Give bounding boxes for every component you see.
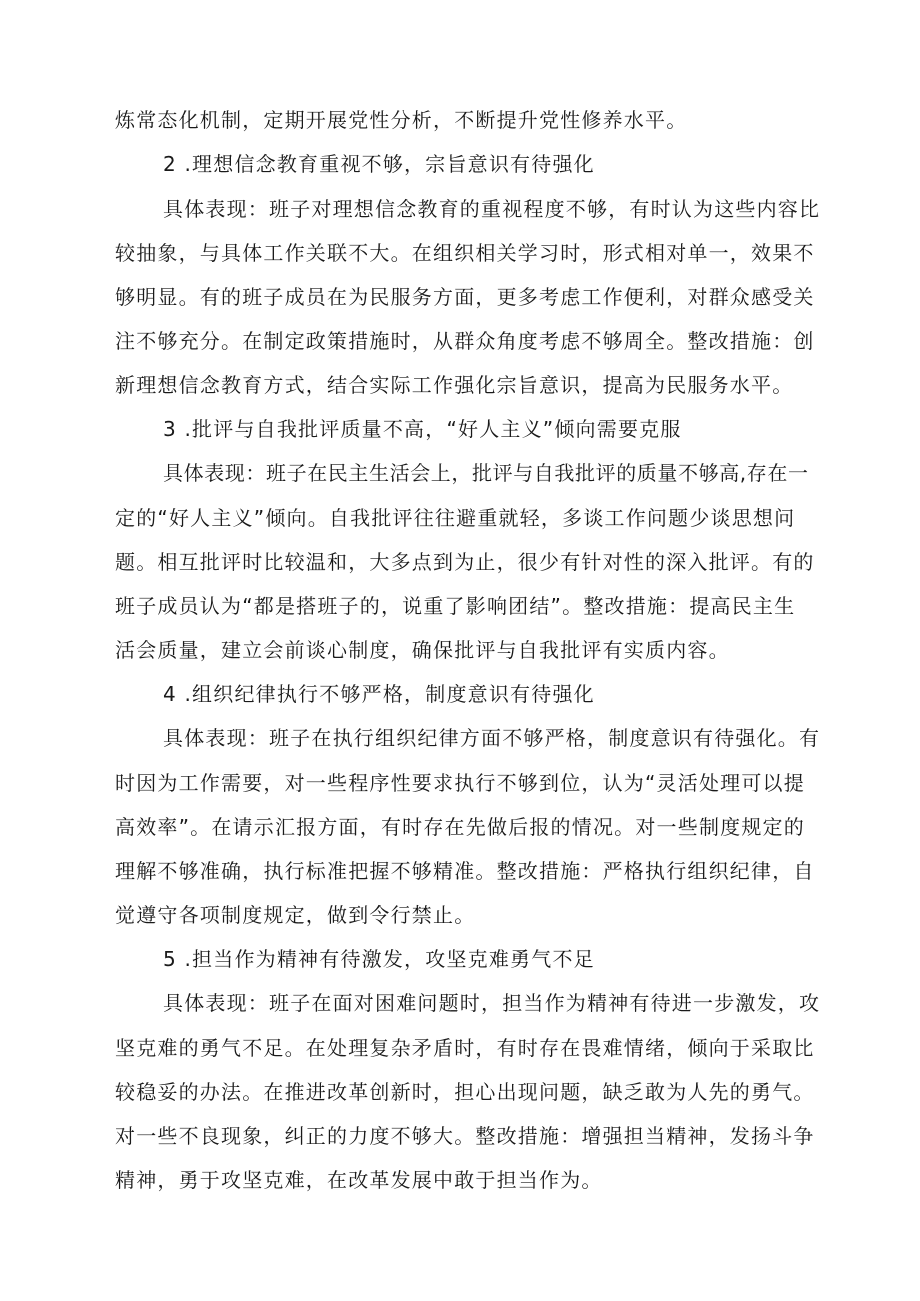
body-line: 够明显。有的班子成员在为民服务方面，更多考虑工作便利，对群众感受关: [115, 285, 815, 309]
body-line: 题。相互批评时比较温和，大多点到为止，很少有针对性的深入批评。有的: [115, 550, 815, 574]
body-line: 坚克难的勇气不足。在处理复杂矛盾时，有时存在畏难情绪，倾向于采取比: [115, 1036, 815, 1060]
body-line: 时因为工作需要，对一些程序性要求执行不够到位，认为“灵活处理可以提: [115, 771, 805, 795]
body-line: 理解不够准确，执行标准把握不够精准。整改措施：严格执行组织纪律，自: [115, 859, 815, 883]
body-line: 较抽象，与具体工作关联不大。在组织相关学习时，形式相对单一，效果不: [115, 241, 815, 265]
body-line: 具体表现：班子在执行组织纪律方面不够严格，制度意识有待强化。有: [163, 726, 821, 750]
body-line: 活会质量，建立会前谈心制度，确保批评与自我批评有实质内容。: [115, 638, 730, 662]
body-line: 觉遵守各项制度规定，做到令行禁止。: [115, 903, 476, 927]
body-line: 具体表现：班子对理想信念教育的重视程度不够，有时认为这些内容比: [163, 197, 821, 221]
body-line: 班子成员认为“都是搭班子的，说重了影响团结”。整改措施：提高民主生: [115, 594, 796, 618]
section-heading-2: 2 .理想信念教育重视不够，宗旨意识有待强化: [163, 152, 595, 176]
body-line: 定的“好人主义”倾向。自我批评往往避重就轻，多谈工作问题少谈思想问: [115, 506, 796, 530]
section-heading-5: 5 .担当作为精神有待激发，攻坚克难勇气不足: [163, 947, 595, 971]
body-line: 精神，勇于攻坚克难，在改革发展中敢于担当作为。: [115, 1168, 603, 1192]
body-line: 注不够充分。在制定政策措施时，从群众角度考虑不够周全。整改措施：创: [115, 329, 815, 353]
section-heading-3: 3 .批评与自我批评质量不高，“好人主义”倾向需要克服: [163, 417, 682, 441]
body-line: 具体表现：班子在面对困难问题时，担当作为精神有待进一步激发，攻: [163, 991, 821, 1015]
body-line: 新理想信念教育方式，结合实际工作强化宗旨意识，提高为民服务水平。: [115, 373, 794, 397]
section-heading-4: 4 .组织纪律执行不够严格，制度意识有待强化: [163, 682, 595, 706]
body-line: 对一些不良现象，纠正的力度不够大。整改措施：增强担当精神，发扬斗争: [115, 1124, 815, 1148]
body-line: 较稳妥的办法。在推进改革创新时，担心出现问题，缺乏敢为人先的勇气。: [115, 1080, 815, 1104]
body-line: 高效率”。在请示汇报方面，有时存在先做后报的情况。对一些制度规定的: [115, 815, 805, 839]
body-line: 炼常态化机制，定期开展党性分析，不断提升党性修养水平。: [115, 108, 688, 132]
body-line: 具体表现：班子在民主生活会上，批评与自我批评的质量不够高,存在一: [163, 461, 809, 485]
